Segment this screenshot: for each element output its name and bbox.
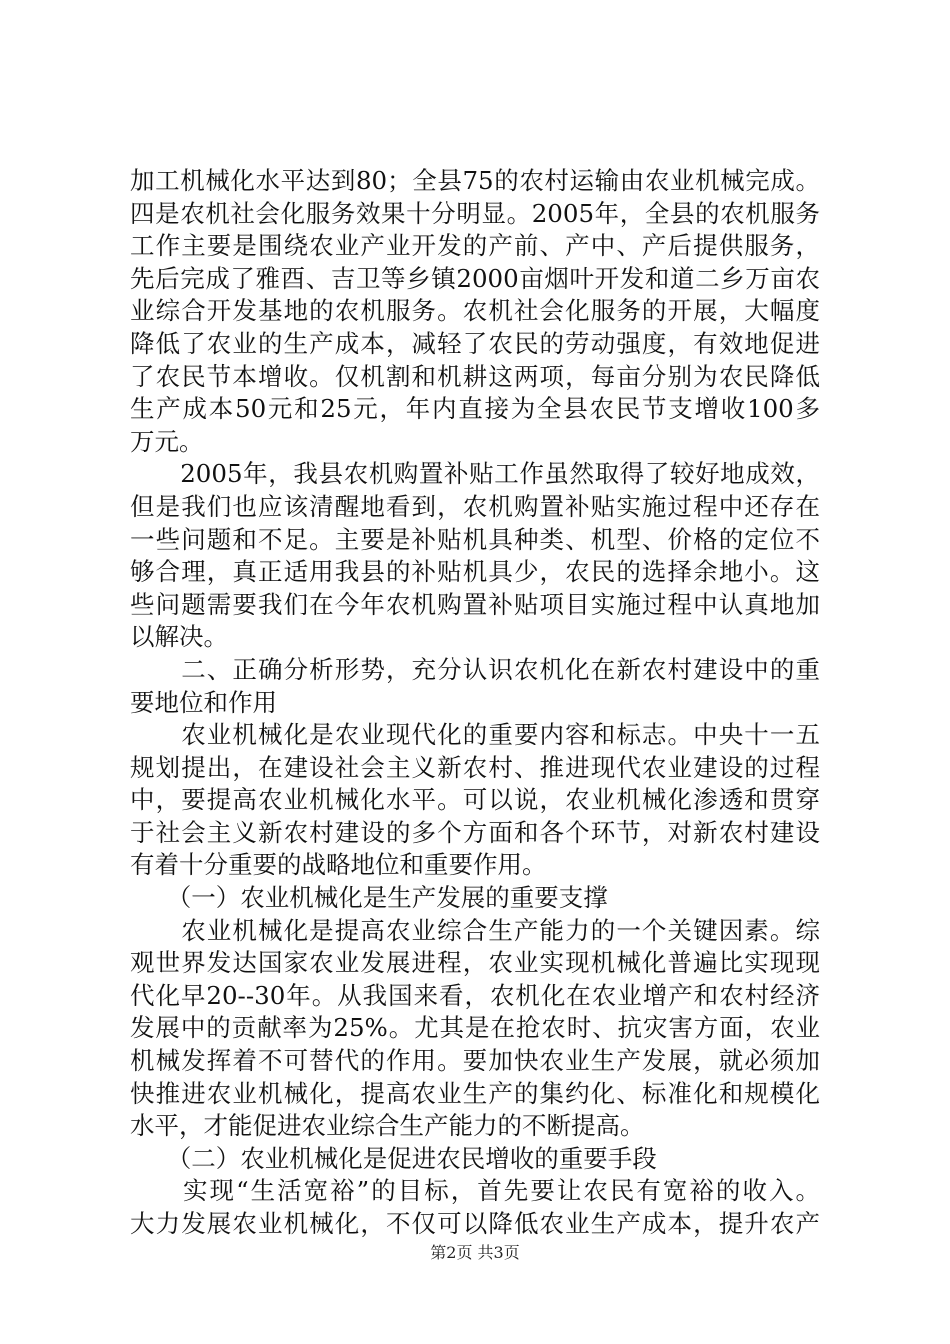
text-line: 些问题需要我们在今年农机购置补贴项目实施过程中认真地加	[130, 589, 820, 619]
text-line: 了农民节本增收。仅机割和机耕这两项，每亩分别为农民降低	[130, 361, 820, 391]
document-body	[130, 165, 820, 1241]
text-line: 降低了农业的生产成本，减轻了农民的劳动强度，有效地促进	[130, 328, 820, 358]
text-line: 一些问题和不足。主要是补贴机具种类、机型、价格的定位不	[130, 524, 820, 554]
text-line: 机械发挥着不可替代的作用。要加快农业生产发展，就必须加	[130, 1046, 820, 1076]
text-line: 农业机械化是提高农业综合生产能力的一个关键因素。综	[130, 915, 820, 945]
text-line: 生产成本50元和25元，年内直接为全县农民节支增收100多	[130, 394, 820, 424]
text-line: 快推进农业机械化，提高农业生产的集约化、标准化和规模化	[130, 1078, 820, 1108]
text-line: 大力发展农业机械化，不仅可以降低农业生产成本，提升农产	[130, 1209, 820, 1238]
text-line: 加工机械化水平达到80；全县75的农村运输由农业机械完成。	[130, 166, 820, 195]
text-line: 四是农机社会化服务效果十分明显。2005年，全县的农机服务	[130, 198, 820, 228]
section-heading-line: 要地位和作用	[130, 687, 277, 717]
text-line: 代化早20--30年。从我国来看，农机化在农业增产和农村经济	[130, 980, 820, 1010]
text-line: 中，要提高农业机械化水平。可以说，农业机械化渗透和贯穿	[130, 785, 820, 815]
text-line: 够合理，真正适用我县的补贴机具少，农民的选择余地小。这	[130, 557, 820, 587]
subsection-heading: （一）农业机械化是生产发展的重要支撑	[130, 883, 608, 913]
section-heading-line: 二、正确分析形势，充分认识农机化在新农村建设中的重	[130, 654, 820, 684]
page-number: 第2页 共3页	[430, 1243, 520, 1262]
text-line: 有着十分重要的战略地位和重要作用。	[130, 850, 547, 880]
text-line: 2005年，我县农机购置补贴工作虽然取得了较好地成效，	[130, 459, 820, 489]
text-line: 工作主要是围绕农业产业开发的产前、产中、产后提供服务，	[130, 231, 820, 261]
text-line: 实现“生活宽裕”的目标，首先要让农民有宽裕的收入。	[130, 1176, 820, 1206]
text-line: 业综合开发基地的农机服务。农机社会化服务的开展，大幅度	[130, 296, 820, 326]
text-line: 观世界发达国家农业发展进程，农业实现机械化普遍比实现现	[130, 948, 820, 978]
text-line: 发展中的贡献率为25%。尤其是在抢农时、抗灾害方面，农业	[130, 1013, 820, 1043]
subsection-heading: （二）农业机械化是促进农民增收的重要手段	[130, 1143, 657, 1173]
page-footer	[0, 1243, 950, 1263]
text-line: 但是我们也应该清醒地看到，农机购置补贴实施过程中还存在	[130, 491, 820, 521]
text-line: 先后完成了雅酉、吉卫等乡镇2000亩烟叶开发和道二乡万亩农	[130, 263, 820, 293]
text-line: 以解决。	[130, 622, 228, 652]
text-line: 农业机械化是农业现代化的重要内容和标志。中央十一五	[130, 720, 820, 750]
text-line: 规划提出，在建设社会主义新农村、推进现代农业建设的过程	[130, 752, 820, 782]
text-line: 水平，才能促进农业综合生产能力的不断提高。	[130, 1111, 645, 1141]
text-line: 万元。	[130, 426, 204, 456]
text-line: 于社会主义新农村建设的多个方面和各个环节，对新农村建设	[130, 817, 820, 847]
